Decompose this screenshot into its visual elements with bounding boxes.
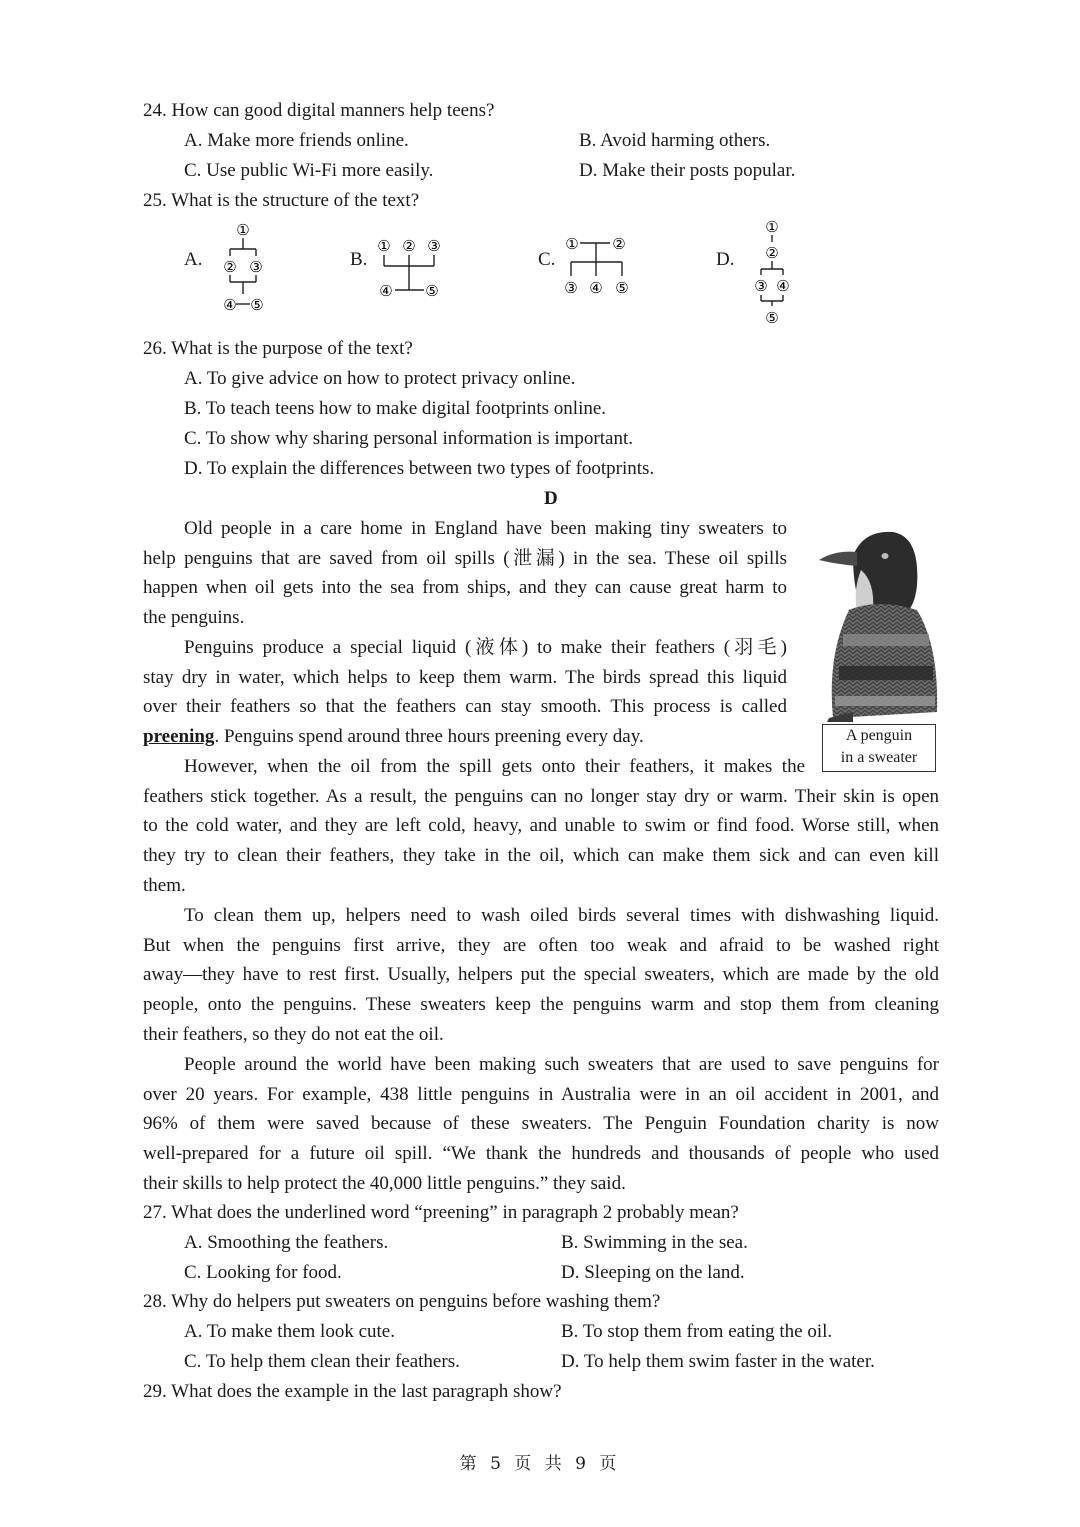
penguin-in-sweater-image <box>813 526 939 722</box>
q27-option-a[interactable]: A. Smoothing the feathers. <box>184 1232 389 1253</box>
question-27: 27. What does the underlined word “preening” in paragraph 2 probably mean? <box>143 1202 739 1223</box>
q25-option-a-label[interactable]: A. <box>184 249 203 270</box>
diagram-c-node-3: ③ <box>564 279 578 297</box>
q25-option-c-label[interactable]: C. <box>538 249 556 270</box>
q28-option-b[interactable]: B. To stop them from eating the oil. <box>561 1321 833 1342</box>
diagram-b-node-3: ③ <box>427 237 441 255</box>
q28-option-c[interactable]: C. To help them clean their feathers. <box>184 1351 460 1372</box>
p1-line-1: Old people in a care home in England have been making tiny sweaters to <box>184 518 787 539</box>
p4-line-2: But when the penguins first arrive, they are often too weak and afraid to be washed right <box>143 935 939 956</box>
underlined-word-preening: preening <box>143 726 215 747</box>
q26-option-a[interactable]: A. To give advice on how to protect privacy online. <box>184 368 576 389</box>
p3-line-1: However, when the oil from the spill gets onto their feathers, it makes the <box>184 756 805 777</box>
diagram-b-node-5: ⑤ <box>425 282 439 300</box>
q24-option-b[interactable]: B. Avoid harming others. <box>579 130 771 151</box>
diagram-d-node-3: ③ <box>754 277 768 295</box>
p3-line-4: they try to clean their feathers, they take in the oil, which can make them sick and can even kill <box>143 845 939 866</box>
p4-line-4: people, onto the penguins. These sweaters keep the penguins warm and stop them from cleaning <box>143 994 939 1015</box>
p3-line-3: to the cold water, and they are left cold, heavy, and unable to swim or find food. Worse still, when <box>143 815 939 836</box>
diagram-c-node-2: ② <box>612 235 626 253</box>
q25-option-b-label[interactable]: B. <box>350 249 368 270</box>
q24-option-a[interactable]: A. Make more friends online. <box>184 130 409 151</box>
q26-option-d[interactable]: D. To explain the differences between two types of footprints. <box>184 458 655 479</box>
p2-line-2: stay dry in water, which helps to keep them warm. The birds spread this liquid <box>143 667 787 688</box>
p2-line-4-rest: . Penguins spend around three hours preening every day. <box>214 726 644 747</box>
diagram-a-node-2: ② <box>223 258 237 276</box>
diagram-c-node-5: ⑤ <box>615 279 629 297</box>
diagram-a-node-3: ③ <box>249 258 263 276</box>
diagram-c-node-4: ④ <box>589 279 603 297</box>
question-26: 26. What is the purpose of the text? <box>143 338 413 359</box>
p4-line-5: their feathers, so they do not eat the oil. <box>143 1024 444 1045</box>
diagram-b-node-1: ① <box>377 237 391 255</box>
p5-line-3: 96% of them were saved because of these sweaters. The Penguin Foundation charity is now <box>143 1113 939 1134</box>
q24-option-c[interactable]: C. Use public Wi-Fi more easily. <box>184 160 434 181</box>
q28-option-d[interactable]: D. To help them swim faster in the water. <box>561 1351 875 1372</box>
q27-option-c[interactable]: C. Looking for food. <box>184 1262 342 1283</box>
diagram-d-node-5: ⑤ <box>765 309 779 327</box>
p5-line-4: well-prepared for a future oil spill. “We thank the hundreds and thousands of people who used <box>143 1143 939 1164</box>
image-caption <box>822 724 936 772</box>
q26-option-b[interactable]: B. To teach teens how to make digital footprints online. <box>184 398 607 419</box>
question-25: 25. What is the structure of the text? <box>143 190 420 211</box>
structure-diagram-b <box>372 232 452 308</box>
p2-line-1: Penguins produce a special liquid (液体) to make their feathers (羽毛) <box>184 637 787 658</box>
diagram-a-node-4: ④ <box>223 296 237 314</box>
q28-option-a[interactable]: A. To make them look cute. <box>184 1321 395 1342</box>
diagram-a-node-5: ⑤ <box>250 296 264 314</box>
p1-line-2: help penguins that are saved from oil spills (泄漏) in the sea. These oil spills <box>143 548 787 569</box>
p5-line-5: their skills to help protect the 40,000 little penguins.” they said. <box>143 1173 626 1194</box>
question-24: 24. How can good digital manners help teens? <box>143 100 495 121</box>
q26-option-c[interactable]: C. To show why sharing personal information is important. <box>184 428 633 449</box>
p4-line-1: To clean them up, helpers need to wash oiled birds several times with dishwashing liquid. <box>184 905 939 926</box>
question-29: 29. What does the example in the last paragraph show? <box>143 1381 562 1402</box>
diagram-a-node-1: ① <box>236 221 250 239</box>
q25-option-d-label[interactable]: D. <box>716 249 735 270</box>
question-28: 28. Why do helpers put sweaters on penguins before washing them? <box>143 1291 661 1312</box>
diagram-d-node-1: ① <box>765 218 779 236</box>
structure-diagram-d <box>748 215 798 339</box>
p2-line-3: over their feathers so that the feathers can stay smooth. This process is called <box>143 696 787 717</box>
p5-line-2: over 20 years. For example, 438 little penguins in Australia were in an oil accident in 2001, and <box>143 1084 939 1105</box>
p5-line-1: People around the world have been making such sweaters that are used to save penguins for <box>184 1054 939 1075</box>
q27-option-d[interactable]: D. Sleeping on the land. <box>561 1262 745 1283</box>
q24-option-d[interactable]: D. Make their posts popular. <box>579 160 796 181</box>
diagram-b-node-2: ② <box>402 237 416 255</box>
q27-option-b[interactable]: B. Swimming in the sea. <box>561 1232 748 1253</box>
section-heading: D <box>544 488 558 509</box>
p1-line-3: happen when oil gets into the sea from ships, and they can cause great harm to <box>143 577 787 598</box>
p4-line-3: away—they have to rest first. Usually, helpers put the special sweaters, which are made by the old <box>143 964 939 985</box>
p3-line-5: them. <box>143 875 186 896</box>
diagram-b-node-4: ④ <box>379 282 393 300</box>
p1-line-4: the penguins. <box>143 607 245 628</box>
diagram-d-node-2: ② <box>765 244 779 262</box>
p3-line-2: feathers stick together. As a result, the penguins can no longer stay dry or warm. Their skin is open <box>143 786 939 807</box>
structure-diagram-a <box>212 218 272 324</box>
p2-line-4 <box>143 722 644 752</box>
structure-diagram-c <box>558 230 638 306</box>
diagram-c-node-1: ① <box>565 235 579 253</box>
image-caption-line-1: A penguin <box>845 727 913 744</box>
diagram-d-node-4: ④ <box>776 277 790 295</box>
image-caption-line-2: in a sweater <box>840 749 918 766</box>
page-number-footer: 第 5 页 共 9 页 <box>459 1454 621 1474</box>
